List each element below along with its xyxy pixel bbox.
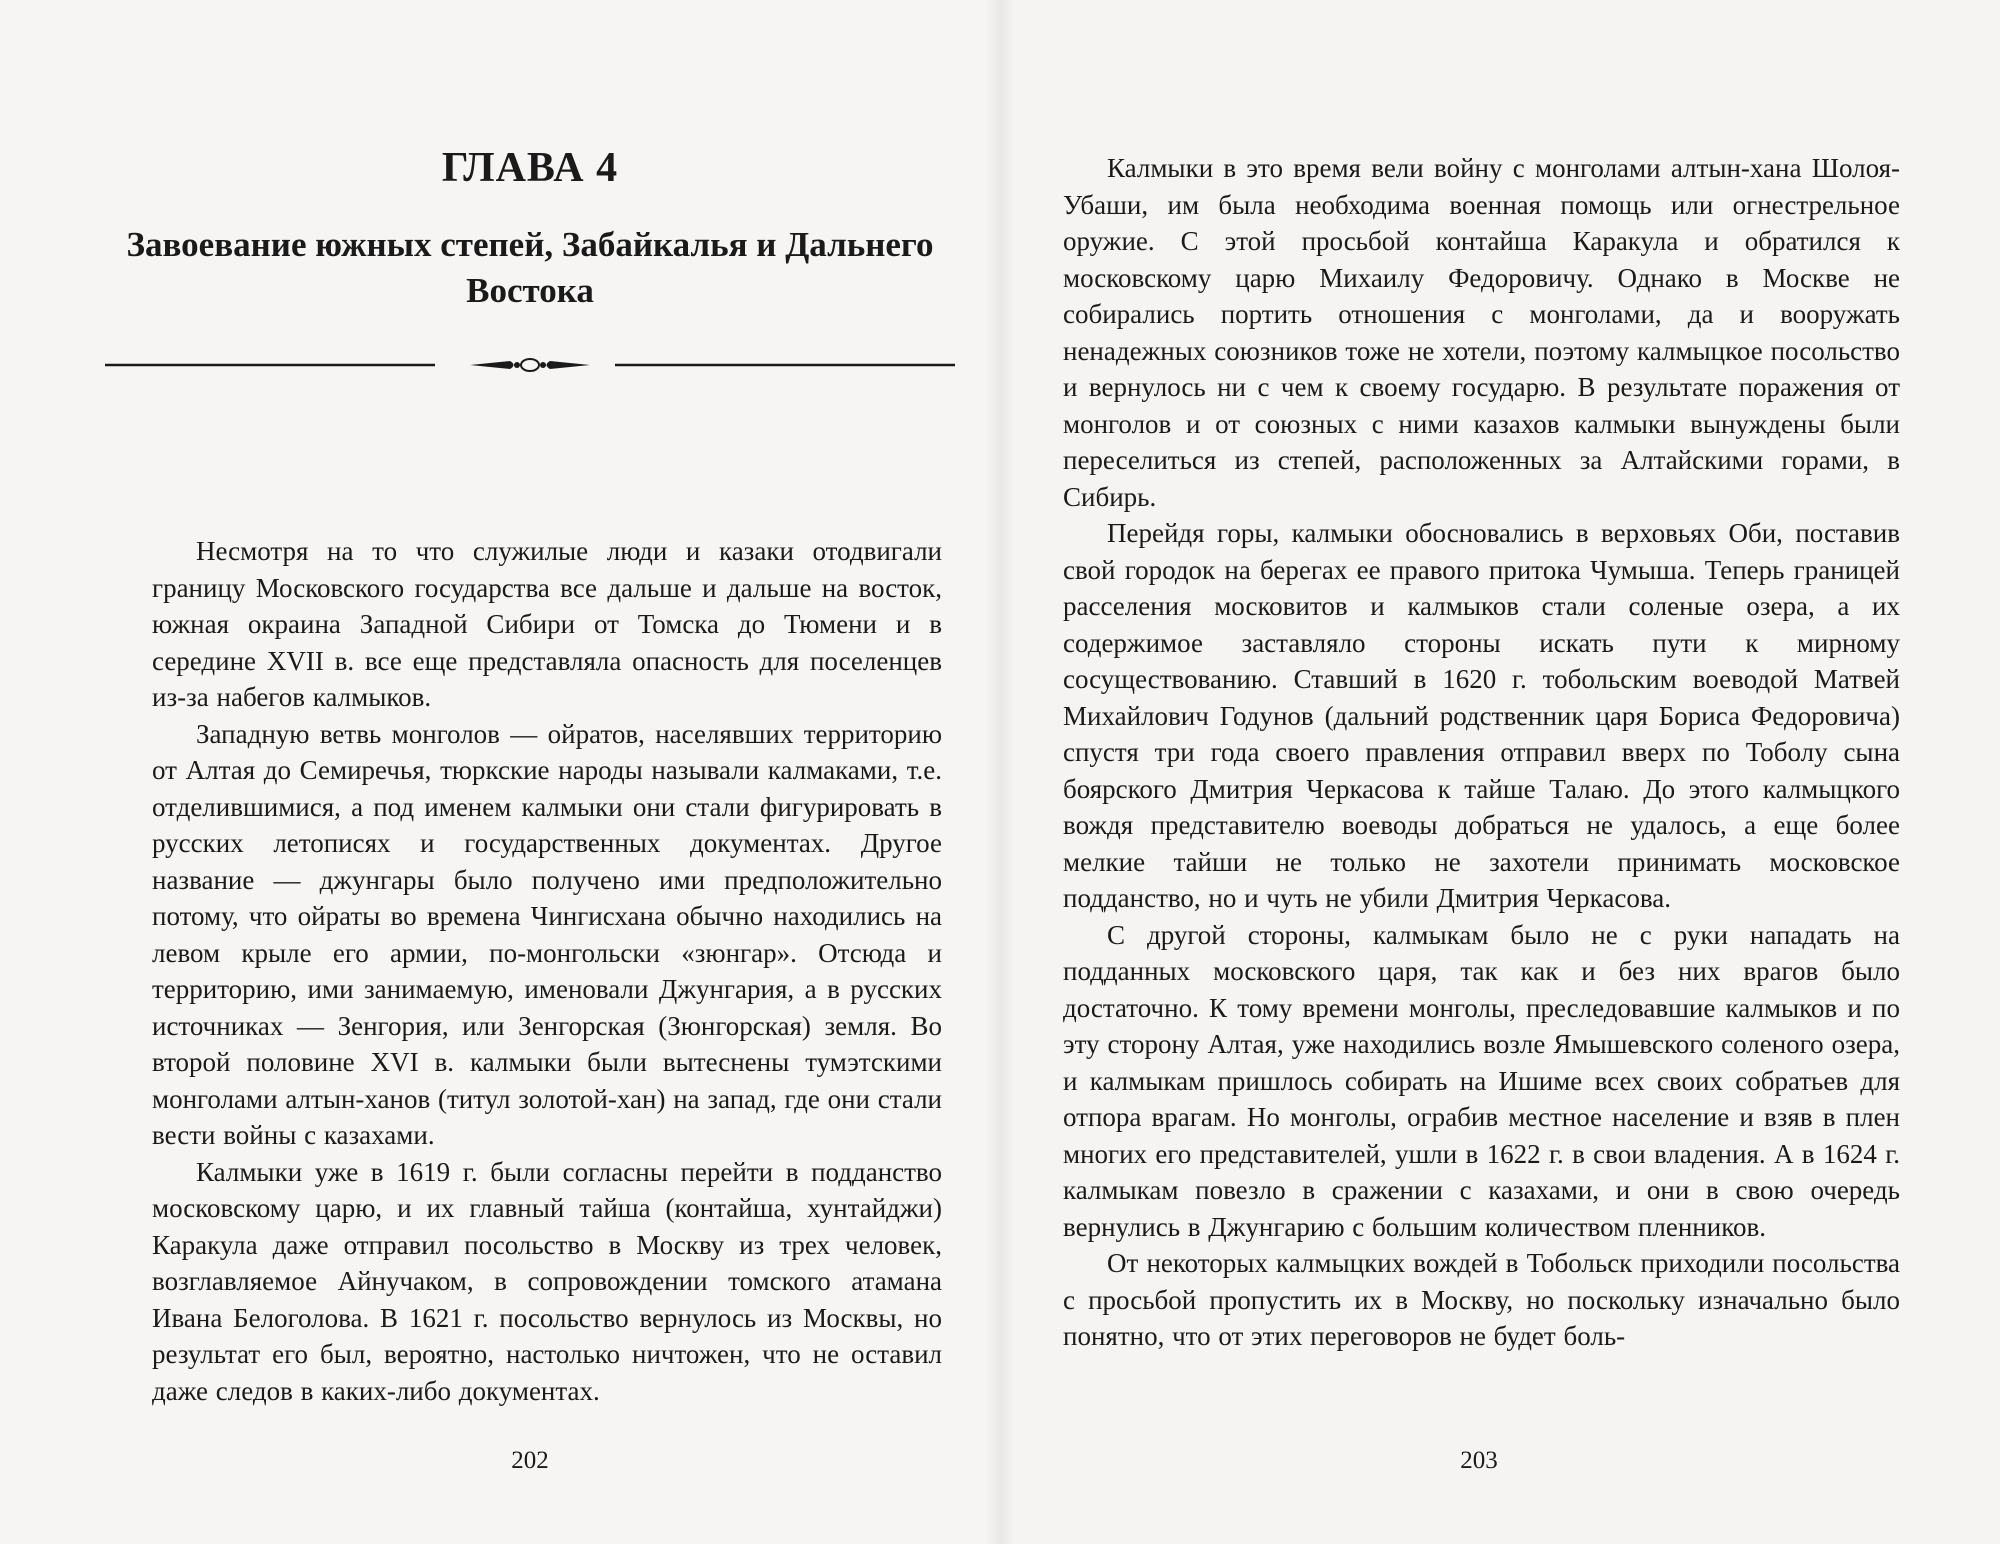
paragraph: Калмыки уже в 1619 г. были согласны перейти в подданство московскому царю, и их главный тайша (контайша, хунтайджи) Каракула даже отправил посольство в Москву из трех человек, возглавляемое Айнучаком, в сопровождении томского атамана Ивана Белоголова. В 1621 г. посольство вернулось из Москвы, но результат его был, вероятно, настолько ничтожен, что не оставил даже следов в каких-либо документах. <box>152 1156 942 1406</box>
paragraph: Перейдя горы, калмыки обосновались в верховьях Оби, поставив свой городок на берегах ее правого притока Чумыша. Теперь границей расселения московитов и калмыков стали соленые озера, а их содержимое заставляло стороны искать пути к мирному сосуществованию. Ставший в 1620 г. тобольским воеводой Матвей Михайлович Годунов (дальний родственник царя Бориса Федоровича) спустя три года своего правления отправил вверх по Тоболу сына боярского Дмитрия Черкасова к тайше Талаю. До этого калмыцкого вождя представителю воеводы добраться не удалось, а еще более мелкие тайши не только не захотели принимать московское подданство, но и чуть не убили Дмитрия Черкасова. <box>1063 518 1900 913</box>
right-body-text <box>1063 150 1900 1355</box>
ornamental-divider <box>105 350 955 380</box>
book-gutter <box>985 0 1015 1544</box>
page-number-right: 203 <box>1460 1447 1498 1474</box>
right-page <box>1000 0 2000 1544</box>
paragraph: Западную ветвь монголов — ойратов, населявших территорию от Алтая до Семиречья, тюркские народы называли калмаками, т.е. отделившимися, а под именем калмыки они стали фигурировать в русских летописях и государственных документах. Другое название — джунгары было получено ими предположительно потому, что ойраты во времена Чингисхана обычно находились на левом крыле его армии, по-монгольски «зюнгар». Отсюда и территорию, ими занимаемую, именовали Джунгария, а в русских источниках — Зенгория, или Зенгорская (Зюнгорская) земля. Во второй половине XVI в. калмыки были вытеснены тумэтскими монголами алтын-ханов (титул золотой-хан) на запад, где они стали вести войны с казахами. <box>152 718 942 1150</box>
left-body-text <box>152 533 942 1409</box>
paragraph: Калмыки в это время вели войну с монголами алтын-хана Шолоя-Убаши, им была необходима военная помощь или огнестрельное оружие. С этой просьбой контайша Каракула и обратился к московскому царю Михаилу Федоровичу. Однако в Москве не собирались портить отношения с монголами, да и вооружать ненадежных союзников тоже не хотели, поэтому калмыцкое посольство и вернулось ни с чем к своему государю. В результате поражения от монголов и от союзных с ними казахов калмыки вынуждены были переселиться из степей, расположенных за Алтайскими горами, в Сибирь. <box>1063 153 1900 512</box>
page-number-left: 202 <box>511 1447 549 1474</box>
paragraph: С другой стороны, калмыкам было не с руки нападать на подданных московского царя, так как и без них врагов было достаточно. К тому времени монголы, преследовавшие калмыков и по эту сторону Алтая, уже находились возле Ямышевского соленого озера, и калмыкам пришлось собирать на Ишиме всех своих собратьев для отпора врагам. Но монголы, ограбив местное население и взяв в плен многих его представителей, ушли в 1622 г. в свои владения. А в 1624 г. калмыкам повезло в сражении с казахами, и они в свою очередь вернулись в Джунгарию с большим количеством пленников. <box>1063 919 1900 1242</box>
chapter-title: Завоевание южных степей, Забайкалья и Дальнего Востока <box>126 225 934 310</box>
paragraph: Несмотря на то что служилые люди и казаки отодвигали границу Московского государства все дальше и дальше на восток, южная окраина Западной Сибири от Томска до Тюмени и в середине XVII в. все еще представляла опасность для поселенцев из-за набегов калмыков. <box>152 536 942 712</box>
paragraph: От некоторых калмыцких вождей в Тобольск приходили посольства с просьбой пропустить их в Москву, но поскольку изначально было понятно, что от этих переговоров не будет боль- <box>1063 1248 1900 1351</box>
chapter-label: ГЛАВА 4 <box>441 145 619 191</box>
